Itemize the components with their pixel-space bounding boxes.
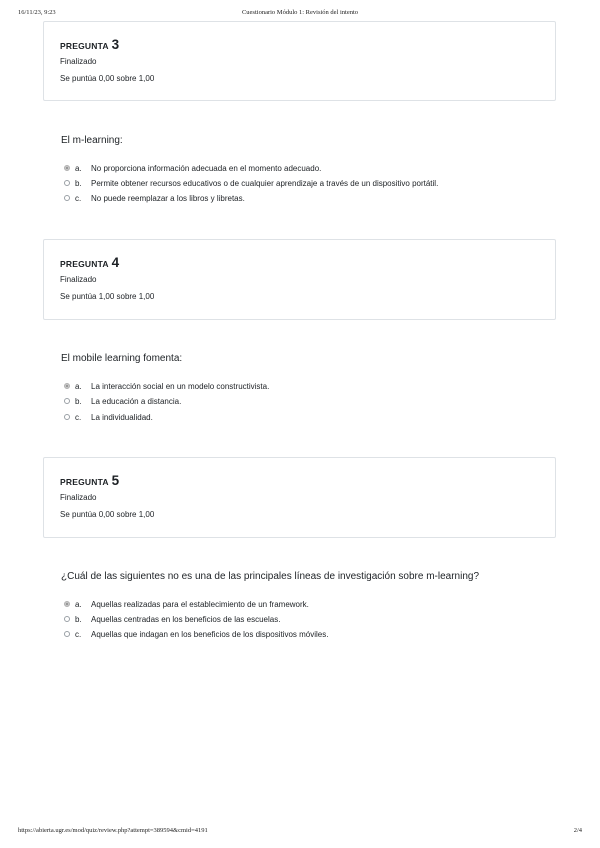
question-info-box [43, 21, 556, 101]
radio-selected-icon[interactable] [64, 383, 70, 389]
print-title: Cuestionario Módulo 1: Revisión del intento [241, 9, 359, 16]
answer-letter: a. [75, 382, 82, 391]
answer-letter: a. [75, 164, 82, 173]
question-number: 5 [111, 473, 120, 488]
answer-letter: c. [75, 194, 82, 203]
answer-text: Aquellas que indagan en los beneficios de los dispositivos móviles. [91, 630, 329, 639]
question-state: Finalizado [60, 493, 97, 502]
question-text: El mobile learning fomenta: [61, 353, 183, 364]
answer-option[interactable] [64, 194, 245, 203]
answer-option[interactable] [64, 413, 153, 422]
answer-letter: b. [75, 179, 82, 188]
question-heading [60, 254, 119, 272]
question-label: PREGUNTA [60, 477, 109, 487]
question-label: PREGUNTA [60, 41, 109, 51]
answer-text: La educación a distancia. [91, 397, 182, 406]
answer-letter: b. [75, 615, 82, 624]
question-text: El m-learning: [61, 135, 123, 146]
answer-option[interactable] [64, 179, 438, 188]
answer-text: No proporciona información adecuada en el momento adecuado. [91, 164, 322, 173]
answer-option[interactable] [64, 382, 269, 391]
answer-text: Aquellas realizadas para el establecimiento de un framework. [91, 600, 309, 609]
question-text: ¿Cuál de las siguientes no es una de las principales líneas de investigación sobre m-learning? [61, 571, 480, 582]
question-grade: Se puntúa 1,00 sobre 1,00 [60, 292, 155, 301]
print-url: https://abierta.ugr.es/mod/quiz/review.php?attempt=389594&cmid=4191 [18, 827, 208, 834]
answer-option[interactable] [64, 615, 280, 624]
print-footer [18, 827, 582, 839]
radio-selected-icon[interactable] [64, 165, 70, 171]
print-page-number: 2/4 [573, 827, 582, 834]
answer-option[interactable] [64, 164, 321, 173]
question-heading [60, 472, 119, 490]
question-info-box [43, 457, 556, 538]
answer-option[interactable] [64, 600, 309, 609]
radio-selected-icon[interactable] [64, 601, 70, 607]
answer-letter: a. [75, 600, 82, 609]
question-number: 3 [111, 37, 120, 52]
radio-icon[interactable] [64, 616, 70, 622]
radio-icon[interactable] [64, 398, 70, 404]
question-number: 4 [111, 255, 120, 270]
question-grade: Se puntúa 0,00 sobre 1,00 [60, 510, 155, 519]
radio-icon[interactable] [64, 414, 70, 420]
answer-option[interactable] [64, 630, 328, 639]
question-state: Finalizado [60, 275, 97, 284]
question-info-box [43, 239, 556, 320]
radio-icon[interactable] [64, 631, 70, 637]
answer-text: Aquellas centradas en los beneficios de las escuelas. [91, 615, 281, 624]
answer-letter: c. [75, 413, 82, 422]
answer-text: No puede reemplazar a los libros y libretas. [91, 194, 245, 203]
answer-text: Permite obtener recursos educativos o de cualquier aprendizaje a través de un dispositivo portátil. [91, 179, 439, 188]
answer-letter: b. [75, 397, 82, 406]
radio-icon[interactable] [64, 195, 70, 201]
answer-text: La interacción social en un modelo constructivista. [91, 382, 270, 391]
question-state: Finalizado [60, 57, 97, 66]
print-header [18, 9, 582, 21]
radio-icon[interactable] [64, 180, 70, 186]
print-datetime: 16/11/23, 9:23 [18, 9, 56, 16]
answer-option[interactable] [64, 397, 181, 406]
answer-letter: c. [75, 630, 82, 639]
answer-text: La individualidad. [91, 413, 153, 422]
question-grade: Se puntúa 0,00 sobre 1,00 [60, 74, 155, 83]
question-heading [60, 36, 119, 54]
question-label: PREGUNTA [60, 259, 109, 269]
